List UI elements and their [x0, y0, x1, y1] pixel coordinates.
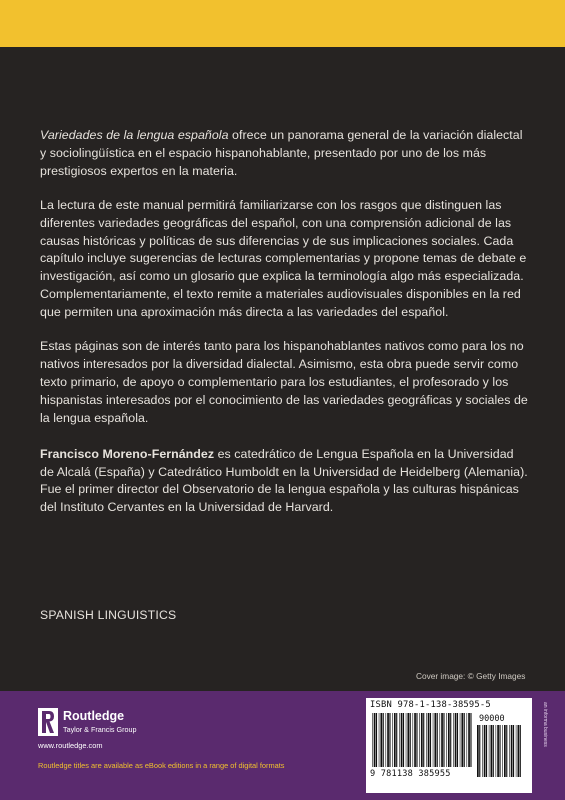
- author-name: Francisco Moreno-Fernández: [40, 446, 215, 461]
- publisher-website[interactable]: www.routledge.com: [38, 741, 103, 750]
- informa-side-text: an informa business: [542, 702, 548, 747]
- series-name: SPANISH LINGUISTICS: [40, 608, 177, 622]
- audience-paragraph: Estas páginas son de interés tanto para los hispanohablantes nativos como para los no nativos interesados por la diversidad dialectal. Asimismo, esta obra puede servir como texto primario, de apoyo o complementario para los estudiantes, el profesorado y los hispanistas interesados por el conocimiento de las variedades geográficas y sociales de la lengua española.: [40, 339, 528, 425]
- ean-barcode-bars: [372, 713, 472, 767]
- addon-barcode-bars: [477, 725, 521, 777]
- back-cover-text: [40, 127, 528, 533]
- book-title: Variedades de la lengua española: [40, 128, 229, 142]
- routledge-logo-icon: [38, 708, 58, 736]
- isbn-barcode: [366, 698, 532, 793]
- intro-paragraph: [40, 127, 528, 181]
- intro-text: ofrece un panorama general de la variación dialectal y sociolingüística en el espacio hispanohablante, presentado por uno de los más prestigiosos expertos en la materia.: [40, 128, 523, 178]
- cover-image-credit: Cover image: © Getty Images: [416, 671, 526, 681]
- author-bio: [40, 446, 528, 518]
- content-paragraph: La lectura de este manual permitirá familiarizarse con los rasgos que distinguen las diferentes variedades geográficas del español, con una comprensión adicional de las causas históricas y políticas de sus diferencias y de sus implicaciones sociales. Cada capítulo incluye sugerencias de lecturas complementarias y propone temas de debate e investigación, así como un glosario que explica la terminología algo más especializada. Complementariamente, el texto remite a materiales audiovisuales disponibles en la red que permiten una aproximación más directa a las variedades del español.: [40, 197, 527, 320]
- author-bio-text: es catedrático de Lengua Española en la Universidad de Alcalá (España) y Catedrático Humboldt en la Universidad de Heidelberg (Alemania). Fue el primer director del Observatorio de la lengua española y las culturas hispánicas del Instituto Cervantes en la Universidad de Harvard.: [40, 446, 528, 515]
- ean-digits: 9 781138 385955: [370, 769, 451, 779]
- publisher-name: Routledge: [63, 709, 125, 723]
- top-color-band: [0, 0, 565, 47]
- price-code: 90000: [479, 714, 505, 724]
- publisher-group: Taylor & Francis Group: [63, 725, 137, 734]
- ebook-note: Routledge titles are available as eBook editions in a range of digital formats: [38, 761, 285, 770]
- isbn-label: ISBN 978-1-138-38595-5: [370, 700, 491, 710]
